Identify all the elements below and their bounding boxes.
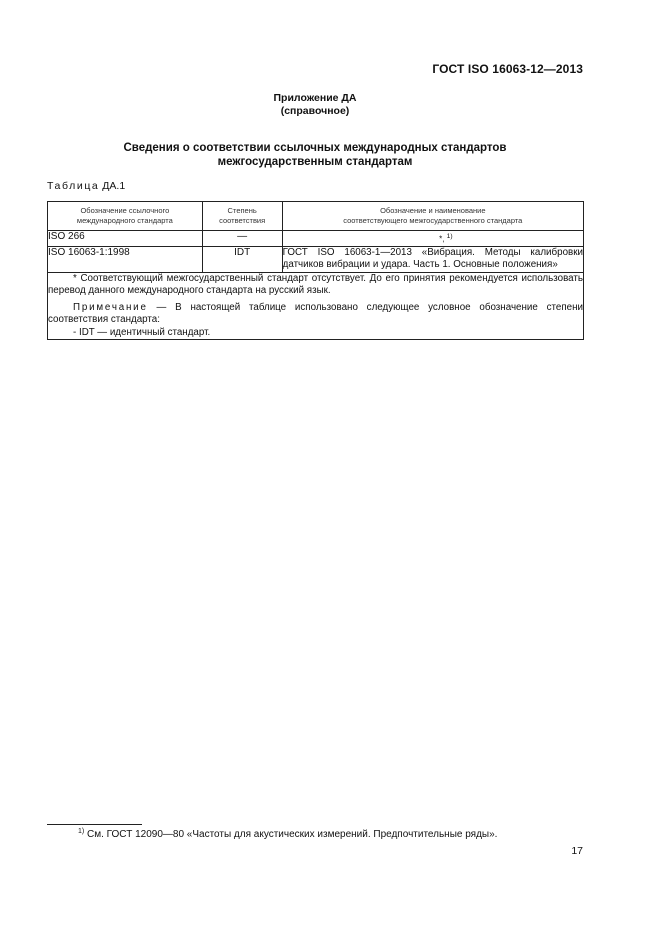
- reference-standards-table: [47, 201, 584, 340]
- row-degree: IDT: [202, 246, 282, 272]
- row-interstate-marker: *, $^{1)}$: [439, 233, 453, 244]
- footnote-reference: 1): [446, 233, 453, 240]
- appendix-subtitle: (справочное): [280, 105, 350, 117]
- note-item: - IDT — идентичный стандарт.: [73, 326, 211, 338]
- section-heading: [0, 141, 630, 169]
- header-degree-line-2: соответствия: [219, 216, 266, 225]
- row-interstate: [282, 231, 583, 247]
- footnote-text: См. ГОСТ 12090—80 «Частоты для акустических измерений. Предпочтительные ряды».: [84, 829, 498, 840]
- header-interstate-line-1: Обозначение и наименование: [380, 206, 486, 215]
- header-designation-line-2: международного стандарта: [76, 216, 173, 225]
- table-caption-label: Таблица: [47, 180, 100, 192]
- table-notes-row: [48, 272, 584, 340]
- table-row: [48, 231, 584, 247]
- footnote-mark: 1): [78, 828, 85, 835]
- page-number: 17: [571, 845, 583, 857]
- row-interstate: ГОСТ ISO 16063-1—2013 «Вибрация. Методы калибровки датчиков вибрации и удара. Часть 1. Основные положения»: [282, 246, 583, 271]
- table-caption-number: ДА.1: [102, 180, 126, 192]
- header-degree: [202, 202, 282, 231]
- row-degree: —: [202, 231, 282, 247]
- appendix-title: Приложение ДА: [273, 92, 357, 104]
- table-caption: [47, 180, 125, 192]
- footnote-divider: [47, 824, 142, 825]
- header-designation: [48, 202, 203, 231]
- header-interstate-standard: [282, 202, 583, 231]
- footnote: [78, 828, 497, 840]
- table-header-row: [48, 202, 584, 231]
- header-interstate-line-2: соответствующего межгосударственного стандарта: [343, 216, 523, 225]
- table-row: [48, 246, 584, 272]
- section-heading-line-2: межгосударственным стандартам: [217, 156, 413, 168]
- header-degree-line-1: Степень: [227, 206, 257, 215]
- asterisk-mark: *: [439, 234, 443, 244]
- row-designation: ISO 266: [48, 231, 203, 247]
- row-designation: ISO 16063-1:1998: [48, 246, 203, 272]
- header-designation-line-1: Обозначение ссылочного: [80, 206, 170, 215]
- table-note: [48, 302, 583, 327]
- section-heading-line-1: Сведения о соответствии ссылочных международных стандартов: [123, 142, 507, 154]
- note-label: Примечание: [73, 301, 148, 313]
- note-text: — В настоящей таблице использовано следующее условное обозначение степени соответствия стандарта:: [48, 301, 583, 326]
- table-notes: [48, 272, 584, 340]
- appendix-block: [0, 92, 630, 118]
- document-standard-id: ГОСТ ISO 16063-12—2013: [432, 62, 583, 76]
- asterisk-note: * Соответствующий межгосударственный стандарт отсутствует. До его принятия рекомендуется использовать перевод данного международного стандарта на русский язык.: [48, 272, 583, 297]
